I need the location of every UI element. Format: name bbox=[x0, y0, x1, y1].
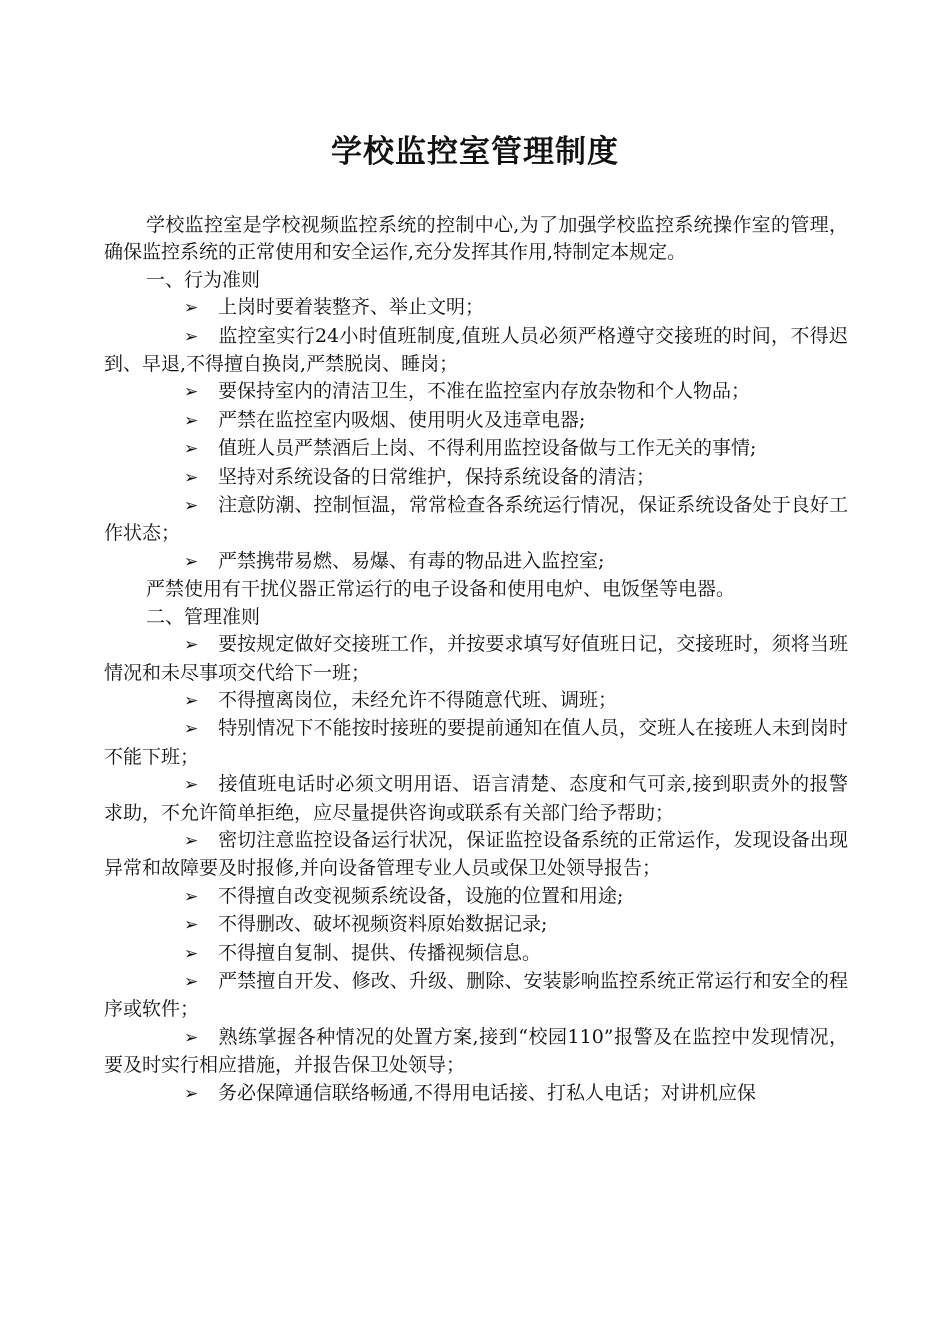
list-item bbox=[104, 1024, 848, 1080]
document-body bbox=[104, 212, 848, 1108]
list-item-text: 要保持室内的清洁卫生，不准在监控室内存放杂物和个人物品； bbox=[218, 380, 751, 403]
list-item-text: 特别情况下不能按时接班的要提前通知在值人员，交班人在接班人未到岗时不能下班； bbox=[104, 717, 848, 768]
arrow-bullet-icon: ➢ bbox=[184, 775, 199, 796]
list-item-text: 严禁在监控室内吸烟、使用明火及违章电器; bbox=[218, 408, 586, 431]
list-item bbox=[104, 435, 848, 463]
list-item-text: 不得擅离岗位，未经允许不得随意代班、调班； bbox=[218, 688, 618, 711]
section-heading-conduct: 一、行为准则 bbox=[146, 268, 261, 291]
list-item bbox=[104, 492, 848, 548]
arrow-bullet-icon: ➢ bbox=[184, 326, 199, 347]
list-item-text: 严禁擅自开发、修改、升级、删除、安装影响监控系统正常运行和安全的程序或软件； bbox=[104, 969, 848, 1021]
arrow-bullet-icon: ➢ bbox=[184, 830, 199, 851]
list-item bbox=[104, 1080, 848, 1108]
list-item bbox=[104, 631, 848, 687]
arrow-bullet-icon: ➢ bbox=[184, 467, 199, 488]
list-item bbox=[104, 687, 848, 715]
list-item-text: 上岗时要着装整齐、举止文明； bbox=[218, 296, 485, 319]
list-item bbox=[104, 548, 848, 576]
arrow-bullet-icon: ➢ bbox=[184, 915, 199, 936]
conduct-note: 严禁使用有干扰仪器正常运行的电子设备和使用电炉、电饭堡等电器。 bbox=[146, 578, 736, 601]
list-item bbox=[104, 378, 848, 406]
list-item-text: 要按规定做好交接班工作，并按要求填写好值班日记，交接班时，须将当班情况和未尽事项交代给下一班； bbox=[104, 633, 848, 684]
arrow-bullet-icon: ➢ bbox=[184, 943, 199, 964]
intro-paragraph: 学校监控室是学校视频监控系统的控制中心,为了加强学校监控系统操作室的管理，确保监控系统的正常使用和安全运作,充分发挥其作用,特制定本规定。 bbox=[104, 214, 848, 264]
arrow-bullet-icon: ➢ bbox=[184, 690, 199, 711]
list-item-text: 注意防潮、控制恒温，常常检查各系统运行情况，保证系统设备处于良好工作状态； bbox=[104, 494, 848, 545]
list-item-text: 值班人员严禁酒后上岗、不得利用监控设备做与工作无关的事情; bbox=[218, 437, 757, 460]
list-item-text: 监控室实行24小时值班制度,值班人员必须严格遵守交接班的时间，不得迟到、早退,不得擅自换岗,严禁脱岗、睡岗； bbox=[104, 324, 848, 376]
arrow-bullet-icon: ➢ bbox=[184, 410, 199, 431]
list-item-text: 不得擅自改变视频系统设备，设施的位置和用途; bbox=[218, 884, 624, 907]
list-item-text: 务必保障通信联络畅通,不得用电话接、打私人电话；对讲机应保 bbox=[218, 1081, 757, 1104]
arrow-bullet-icon: ➢ bbox=[184, 886, 199, 907]
list-item bbox=[104, 407, 848, 435]
arrow-bullet-icon: ➢ bbox=[184, 635, 199, 656]
arrow-bullet-icon: ➢ bbox=[184, 719, 199, 740]
arrow-bullet-icon: ➢ bbox=[184, 551, 199, 572]
list-item-text: 不得删改、破坏视频资料原始数据记录; bbox=[218, 913, 548, 936]
list-item bbox=[104, 883, 848, 911]
management-list bbox=[104, 631, 848, 1108]
list-item-text: 熟练掌握各种情况的处置方案,接到“校园110”报警及在监控中发现情况，要及时实行相应措施，并报告保卫处领导； bbox=[104, 1025, 848, 1077]
arrow-bullet-icon: ➢ bbox=[184, 496, 199, 517]
list-item bbox=[104, 911, 848, 939]
list-item bbox=[104, 323, 848, 379]
arrow-bullet-icon: ➢ bbox=[184, 1027, 199, 1048]
list-item bbox=[104, 715, 848, 771]
list-item bbox=[104, 771, 848, 827]
document-title: 学校监控室管理制度 bbox=[331, 134, 619, 170]
arrow-bullet-icon: ➢ bbox=[184, 439, 199, 460]
list-item bbox=[104, 940, 848, 968]
list-item bbox=[104, 294, 848, 322]
conduct-list bbox=[104, 294, 848, 576]
list-item-text: 坚持对系统设备的日常维护，保持系统设备的清洁； bbox=[218, 465, 656, 488]
list-item-text: 接值班电话时必须文明用语、语言清楚、态度和气可亲,接到职责外的报警求助，不允许简单拒绝，应尽量提供咨询或联系有关部门给予帮助； bbox=[104, 773, 848, 824]
list-item bbox=[104, 827, 848, 883]
list-item bbox=[104, 464, 848, 492]
section-heading-management: 二、管理准则 bbox=[146, 605, 261, 628]
list-item-text: 不得擅自复制、提供、传播视频信息。 bbox=[218, 941, 542, 964]
list-item-text: 密切注意监控设备运行状况，保证监控设备系统的正常运作，发现设备出现异常和故障要及时报修,并向设备管理专业人员或保卫处领导报告； bbox=[104, 828, 848, 880]
list-item bbox=[104, 968, 848, 1024]
arrow-bullet-icon: ➢ bbox=[184, 971, 199, 992]
arrow-bullet-icon: ➢ bbox=[184, 382, 199, 403]
arrow-bullet-icon: ➢ bbox=[184, 1083, 199, 1104]
list-item-text: 严禁携带易燃、易爆、有毒的物品进入监控室; bbox=[218, 549, 605, 572]
arrow-bullet-icon: ➢ bbox=[184, 298, 199, 319]
